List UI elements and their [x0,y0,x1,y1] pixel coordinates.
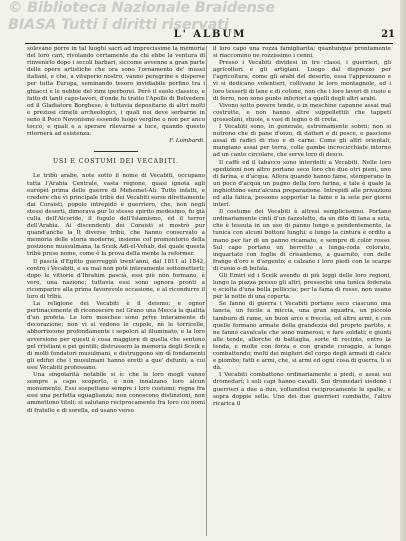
header-rule [25,43,393,44]
running-header [25,29,395,43]
left-column [27,46,205,536]
paragraph: Il pascià d'Egitto guerreggiò trent'anni, dal 1811 al 1842, contro i Vecabiti, e su mai non potè interamente sottometterli; dopo le vittorie d'Ibrahim pascià, essi più non formano, è vero, una nazione; tuttavia essi sono ognora pronti a ricomparire alla prima favorevole occasione, e al ricondurre il loro di tribù. [27,258,205,300]
paragraph: il loro capo una rozza famigliarità; quantunque prontamente si riaccomino ne rozzissimo i cenni. [213,46,391,60]
paragraph: La religione dei Vecabiti è il deismo; e ognor pertinacemente di riconoscere nel Grano una Mecca la qualità d'un profeta. Le loro moschee sono prive interamente di decorazione; non vi si vedono le cupole, nè le torricelle, abborriscono profondamente i sepolcri al illuminato, e la loro avversione per questi è cosa maggiore di quella che sentono pel cristiani e pei gentili; distrussero la memoria degli Sceik e di molti fondatori musulmani, e distruggono sin dì fondamenti gli edifizi che i musulmani hanno eretti a que' defunti, a cui essi Vecabiti professano. [27,301,205,371]
author-signature: F. Lombardi. [169,138,205,145]
scan-edge-shadow [400,0,406,541]
paragraph: Vivono sotto povere tende, o in meschine capanne assai mal costrutte, e non hanno altre suppellettili che tappeti grossolani, stuoie, e vasi di legno o di creta. [213,102,391,123]
page-number: 21 [381,29,395,40]
column-divider [206,46,207,536]
paragraph: Presso i Vecabiti dividesi in tre classi, i guerrieri, gli agricoltori e gli artigiani. Luogo dal disprezzo per l'agricoltura, come gli arabi del deserto, essa l'apprezzano e vi si dedicano volentieri, coltivano le loro montagnole, ed i loro tesserli di lane e di cotone, non che i loro lavori di cuoio e di ferro, non sono punto inferiori a quelli degli altri arabi. [213,60,391,102]
paragraph: solevano porre in tal luoghi sacri ad imprecissime la memoria del loro cari, rivolando certamente da chi ebbe la ventura di rinvenirlo dopo i secoli barbari, siccome avvenne a gran parte delle opere artistiche che ora sono l'ornamento de' musei italiani, e che, a vituperio nostro, vanno peregrine e disperse per tutta Europa, seminando tesoro invidiabile perfino tra i ghiacci e le nebbie del zimi iperborei. Però il suolo classico, e fatto di tanti capo-lavori, d'onde fu tratto l'Apollo di Belvedere ed il Gladiatore Borghese, è tuttavia depositario di altri molti e preziosi cimelii archeologici, i quali noi deve serbarne in seno il Poco Novonismo essendo luogo vergine o non per anco tocco, e quali e a sperare rilevarne a luce, quando questo ritornerà ad esistenza. [27,46,205,138]
paragraph: Gli Emiri ed i Sceik avendo di più leggi delle loro regioni, lungo la piazza presso gli altri, pressochè una tunica foderata e sciolta d'una bella pelliccia; per la fama di rosse, non usano per la notte di una coperta. [213,273,391,301]
section-title: USI E COSTUMI DEI VECABITI. [53,158,179,166]
paragraph: I Vecabiti sono, in generale, estremamente sobrii; non si nutrono che di pane d'orzo, di datteri e di pesce, e pasciono assai di radici di riso e di carne. Come gli altri orientali, mangiano assai per terra, colle gambe incrocicchiate intorno ad un canto circolare, che serve loro di desco. [213,124,391,159]
paragraph: I Vecabiti combattono ordinariamente a piedi, e assai sui dromedarî; i soli capi hanno cavalli. Sui dromedarî siedono i guerrieri a due a due, voltandosi reciprocamente le spalle, e sopra doppie selle. Uno dei due guerrieri combatte, l'altro ricarica il [213,372,391,407]
right-column [213,46,391,536]
paragraph: Se fanno di guerra i Vecabiti portano seco ciascuno una lancia, un fucile a miccia, una gran squadra, un piccolo tamburo di rame, un buon arco e freccia, ed altre armi, e con quelle formano armate della grandezza del proprio partito, e ne fanno cavalcate che sono numerosi, e fare soldati; e giunti alle tende, allorche di battaglia, sorte di recinto, entro la tenda, e molte con forza e con grande coraggio, a lungo combattendo; molti dei migliori del corpo degli armati di calce e piombo; fatti e armi, che, si armi ed ogni cosa di guerra, li si dà. [213,301,391,372]
paragraph: Le tribù arabe, note sotto il nome di Vecabiti, occupano tutta l'Arabia Centrale, vasta regione, quasi ignota agli europei prima delle guerre di Mehemet-Alì. Tutte infatti, e credere che vi principale tribù dei Vecabiti sorse direttamente dai Coraisti, popolo intrepido e guerriero, che, non negli stessi deserti, dimorava pur lo stesso spirito medesimo, fu già culla dell'Alcoride, il fugulo dell'Islamismo, ed il terror dell'Arabia. Ai discendenti dei Coraisti si mostrò pur quand'anche la lt diverse tribù, che hanno conservato a memoria delle storia moderne, insieme col promontorio della posizione mussulmana, la Sceik Adi-el-Vehab, del quale questa tribù prese nome, come è la prova della mente la reformer. [27,173,205,258]
paragraph: Il costume dei Vecabiti è altresì semplicissimo. Portano ordinariamente cinti d'un fazzoletto, da un dito di lana a seta, che è tessuta in un uso di panno lungo e pendentemente, la tunica con alcuni bottoni lunghi; e lungo la cintura è ordito a mano per far di un panno ricamato, e sempre di color rosso. Sul capo portano un berretto a lunga-coda colorato, inquartato con foglie di crisantemo, a guarnito, con delle frange d'oro e d'argento; e calzano i loro piedi con le scarpe di cuoio o di bufala. [213,209,391,272]
section-separator [94,151,138,152]
header-title: L' ALBUM [173,29,247,40]
watermark-line-2: BIASA Tutti i diritti riservati [8,17,229,33]
paragraph: Il caffè ed il tabacco sono interdetti a Vecabiti. Nelle loro spedizioni non altro portano seco loro che due otri pieni, uno di farina, e d'acqua. Allora quando hanno fame, stemperano in un poco d'acqua un pugno della loro farina, e tale è quale la inghiottono senz'alcuna preparazione. Intrepidi alle privazioni ed alla fatica, possono sopportar la fame e la sete per giorni interi. [213,159,391,209]
paragraph: Una singolarità notabile si è: che le loro mogli vanno sempre a capo scoperto, e non innalzano loro alcun monumento. Essi sospettano sempre i loro costumi; regna fra essi una perfetta eguaglianza; non conoscono distinzioni, non ammettono titoli; si salutano reciprocamente fra loro coi nomi di fratello e di sorella, ed usano verso [27,372,205,414]
watermark-line-1: © Biblioteca Nazionale Braidense [8,0,275,16]
